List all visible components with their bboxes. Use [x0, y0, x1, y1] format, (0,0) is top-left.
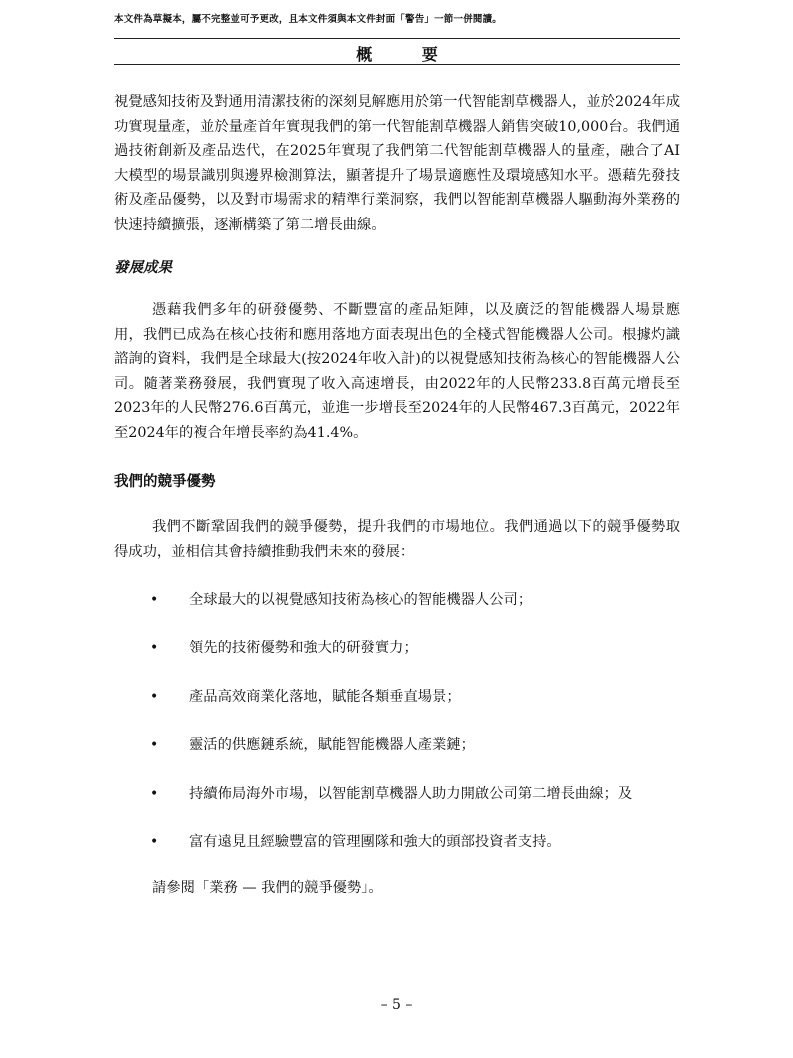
cross-reference: 請參閱「業務 — 我們的競爭優勢」。 [152, 880, 383, 896]
list-item [114, 588, 680, 612]
list-item-text: 靈活的供應鏈系統，賦能智能機器人產業鏈； [189, 737, 475, 754]
list-item-text: 全球最大的以視覺感知技術為核心的智能機器人公司； [189, 592, 533, 608]
list-item-text: 富有遠見且經驗豐富的管理團隊和強大的頭部投資者支持。 [189, 833, 561, 850]
intro-paragraph: 視覺感知技術及對通用清潔技術的深刻見解應用於第一代智能割草機器人，並於2024年成功實現量產，並於量產首年實現我們的第一代智能割草機器人銷售突破10,000台。我們通過技術創新及產品迭代，在2025年實現了我們第二代智能割草機器人的量產，融合了AI大模型的場景識別與邊界檢測算法，顯著提升了場景適應性及環境感知水平。憑藉先發技術及產品優勢，以及對市場需求的精準行業洞察，我們以智能割草機器人驅動海外業務的快速持續擴張，逐漸構築了第二增長曲線。 [114, 94, 680, 233]
strengths-intro-paragraph: 我們不斷鞏固我們的競爭優勢，提升我們的市場地位。我們通過以下的競爭優勢取得成功，並相信其會持續推動我們未來的發展： [114, 519, 680, 560]
page-title: 概 要 [356, 45, 460, 64]
list-item [114, 636, 680, 660]
bullet-icon: • [150, 833, 159, 850]
bullet-icon: • [150, 737, 159, 754]
list-item [114, 830, 680, 854]
draft-notice: 本文件為草擬本，屬不完整並可予更改，且本文件須與本文件封面「警告」一節一併閱讀。 [114, 14, 503, 25]
bullet-icon: • [150, 688, 159, 705]
achievements-paragraph: 憑藉我們多年的研發優勢、不斷豐富的產品矩陣，以及廣泛的智能機器人場景應用，我們已成為在核心技術和應用落地方面表現出色的全棧式智能機器人公司。根據灼識諮詢的資料，我們是全球最大(按2024年收入計)的以視覺感知技術為核心的智能機器人公司。隨著業務發展，我們實現了收入高速增長，由2022年的人民幣233.8百萬元增長至2023年的人民幣276.6百萬元，並進一步增長至2024年的人民幣467.3百萬元，2022年至2024年的複合年增長率約為41.4%。 [114, 302, 680, 441]
list-item-text: 產品高效商業化落地，賦能各類垂直場景； [189, 688, 461, 705]
bullet-icon: • [150, 640, 159, 657]
list-item [114, 782, 680, 806]
bullet-icon: • [150, 785, 159, 802]
header-rule [114, 38, 680, 39]
achievements-heading: 發展成果 [114, 260, 172, 276]
list-item [114, 685, 680, 709]
list-item [114, 733, 680, 757]
strengths-heading: 我們的競爭優勢 [114, 474, 216, 490]
page-number: – 5 – [380, 997, 413, 1013]
title-rule [114, 64, 680, 65]
list-item-text: 領先的技術優勢和強大的研發實力； [189, 640, 418, 657]
strengths-list [114, 588, 680, 878]
list-item-text: 持續佈局海外市場，以智能割草機器人助力開啟公司第二增長曲線；及 [189, 785, 633, 802]
bullet-icon: • [150, 592, 159, 608]
